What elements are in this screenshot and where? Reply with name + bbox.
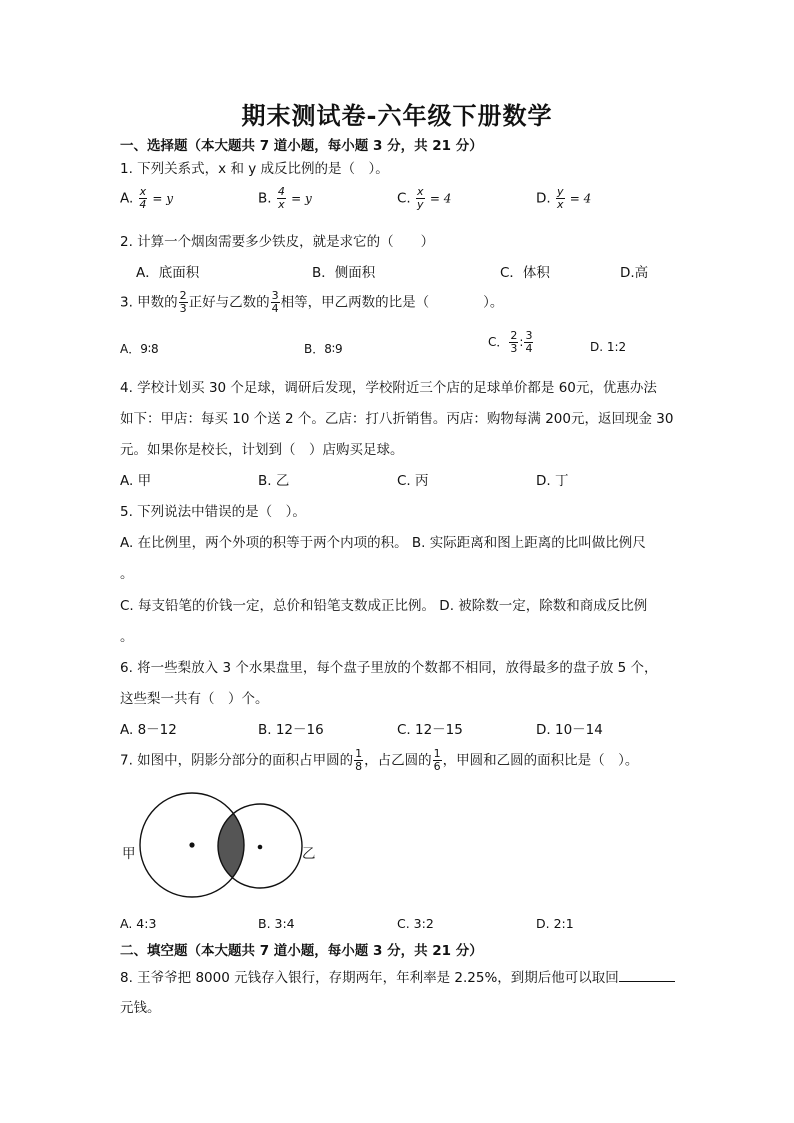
question-6-option-a[interactable]: A. 8－12 (120, 722, 177, 738)
fraction: $\frac{x}{4}$ (139, 185, 147, 211)
question-5-options-ab-end: 。 (120, 566, 134, 582)
page-title: 期末测试卷-六年级下册数学 (241, 101, 553, 130)
question-4-line-3: 元。如果你是校长，计划到（ ）店购买足球。 (120, 442, 404, 458)
fraction: $\frac{3}{4}$ (271, 289, 279, 315)
answer-blank[interactable] (619, 969, 675, 982)
section-1-heading: 一、选择题（本大题共 7 道小题，每小题 3 分，共 21 分） (120, 138, 483, 154)
question-2-option-c[interactable]: C．体积 (500, 265, 550, 281)
option-expression: = 4 (429, 191, 452, 206)
question-4-line-1: 4. 学校计划买 30 个足球，调研后发现，学校附近三个店的足球单价都是 60元，优惠办法 (120, 380, 657, 396)
question-6-option-c[interactable]: C. 12－15 (397, 722, 463, 738)
fraction: $\frac{2}{3}$ (510, 329, 518, 355)
label-yi: 乙 (302, 846, 316, 862)
fraction: $\frac{1}{8}$ (355, 747, 363, 773)
option-expression: = 4 (569, 191, 592, 206)
center-yi (258, 845, 263, 850)
fraction: $\frac{1}{6}$ (433, 747, 441, 773)
label-jia: 甲 (122, 846, 136, 862)
question-7-option-c[interactable]: C. 3:2 (397, 916, 434, 931)
question-6-option-d[interactable]: D. 10－14 (536, 722, 603, 738)
fraction: $\frac{x}{y}$ (417, 185, 424, 211)
question-8-line-1: 8. 王爷爷把 8000 元钱存入银行，存期两年，年利率是 2.25%，到期后他可以取回 (120, 966, 675, 986)
question-4-option-b[interactable]: B. 乙 (258, 473, 290, 489)
question-1-option-d[interactable] (536, 186, 591, 211)
question-2-stem: 2. 计算一个烟囱需要多少铁皮，就是求它的（ ） (120, 234, 435, 250)
question-4-option-a[interactable]: A. 甲 (120, 473, 152, 489)
question-7-option-b[interactable]: B. 3:4 (258, 916, 295, 931)
question-7-stem: 7. 如图中，阴影分部分的面积占甲圆的 $\frac{1}{8}$ ，占乙圆的 $\frac{1}{6}$ ，甲圆和乙圆的面积比是（ ）。 (120, 747, 639, 773)
option-letter: B. (258, 190, 272, 207)
question-4-line-2: 如下：甲店：每买 10 个送 2 个。乙店：打八折销售。丙店：购物每满 200元，返回现金 30 (120, 411, 674, 427)
question-4-option-d[interactable]: D. 丁 (536, 473, 569, 489)
question-6-line-2: 这些梨一共有（ ）个。 (120, 691, 269, 707)
question-3-option-c[interactable]: C． $\frac{2}{3}$ : $\frac{3}{4}$ (488, 329, 533, 355)
question-6-option-b[interactable]: B. 12－16 (258, 722, 324, 738)
question-5-stem: 5. 下列说法中错误的是（ ）。 (120, 504, 306, 520)
question-2-option-b[interactable]: B．侧面积 (312, 265, 376, 281)
question-2-option-a[interactable]: A．底面积 (136, 265, 200, 281)
question-6-line-1: 6. 将一些梨放入 3 个水果盘里，每个盘子里放的个数都不相同，放得最多的盘子放 5 个， (120, 660, 658, 676)
question-3-option-d[interactable]: D. 1:2 (590, 340, 627, 354)
question-7-option-a[interactable]: A. 4:3 (120, 916, 157, 931)
option-letter: C. (397, 190, 411, 207)
option-letter: A. (120, 190, 134, 207)
question-2-option-d[interactable]: D.高 (620, 265, 649, 281)
option-letter: D. (536, 190, 551, 207)
question-3-option-b[interactable]: B．8∶9 (304, 342, 343, 356)
option-expression: = y (152, 191, 174, 206)
question-5-options-ab[interactable]: A. 在比例里，两个外项的积等于两个内项的积。 B. 实际距离和图上距离的比叫做比例尺 (120, 535, 646, 551)
question-3-stem: 3. 甲数的 $\frac{2}{3}$ 正好与乙数的 $\frac{3}{4}$ 相等，甲乙两数的比是（ ）。 (120, 289, 504, 315)
fraction: $\frac{4}{x}$ (277, 185, 285, 211)
question-4-option-c[interactable]: C. 丙 (397, 473, 429, 489)
option-expression: = y (291, 191, 312, 206)
question-5-options-cd[interactable]: C. 每支铅笔的价钱一定，总价和铅笔支数成正比例。 D. 被除数一定，除数和商成反比例 (120, 598, 648, 614)
question-1-option-b[interactable] (258, 186, 312, 211)
question-5-options-cd-end: 。 (120, 629, 134, 645)
question-7-option-d[interactable]: D. 2:1 (536, 916, 574, 931)
question-8-line-2: 元钱。 (120, 1000, 161, 1016)
fraction: $\frac{2}{3}$ (179, 289, 187, 315)
question-1-option-a[interactable] (120, 186, 173, 211)
center-jia (189, 842, 194, 847)
question-1-stem: 1. 下列关系式，x 和 y 成反比例的是（ ）。 (120, 161, 389, 177)
fraction: $\frac{y}{x}$ (556, 185, 564, 211)
question-1-option-c[interactable] (397, 186, 451, 211)
fraction: $\frac{3}{4}$ (525, 329, 533, 355)
question-3-option-a[interactable]: A．9∶8 (120, 342, 159, 356)
section-2-heading: 二、填空题（本大题共 7 道小题，每小题 3 分，共 21 分） (120, 943, 483, 959)
